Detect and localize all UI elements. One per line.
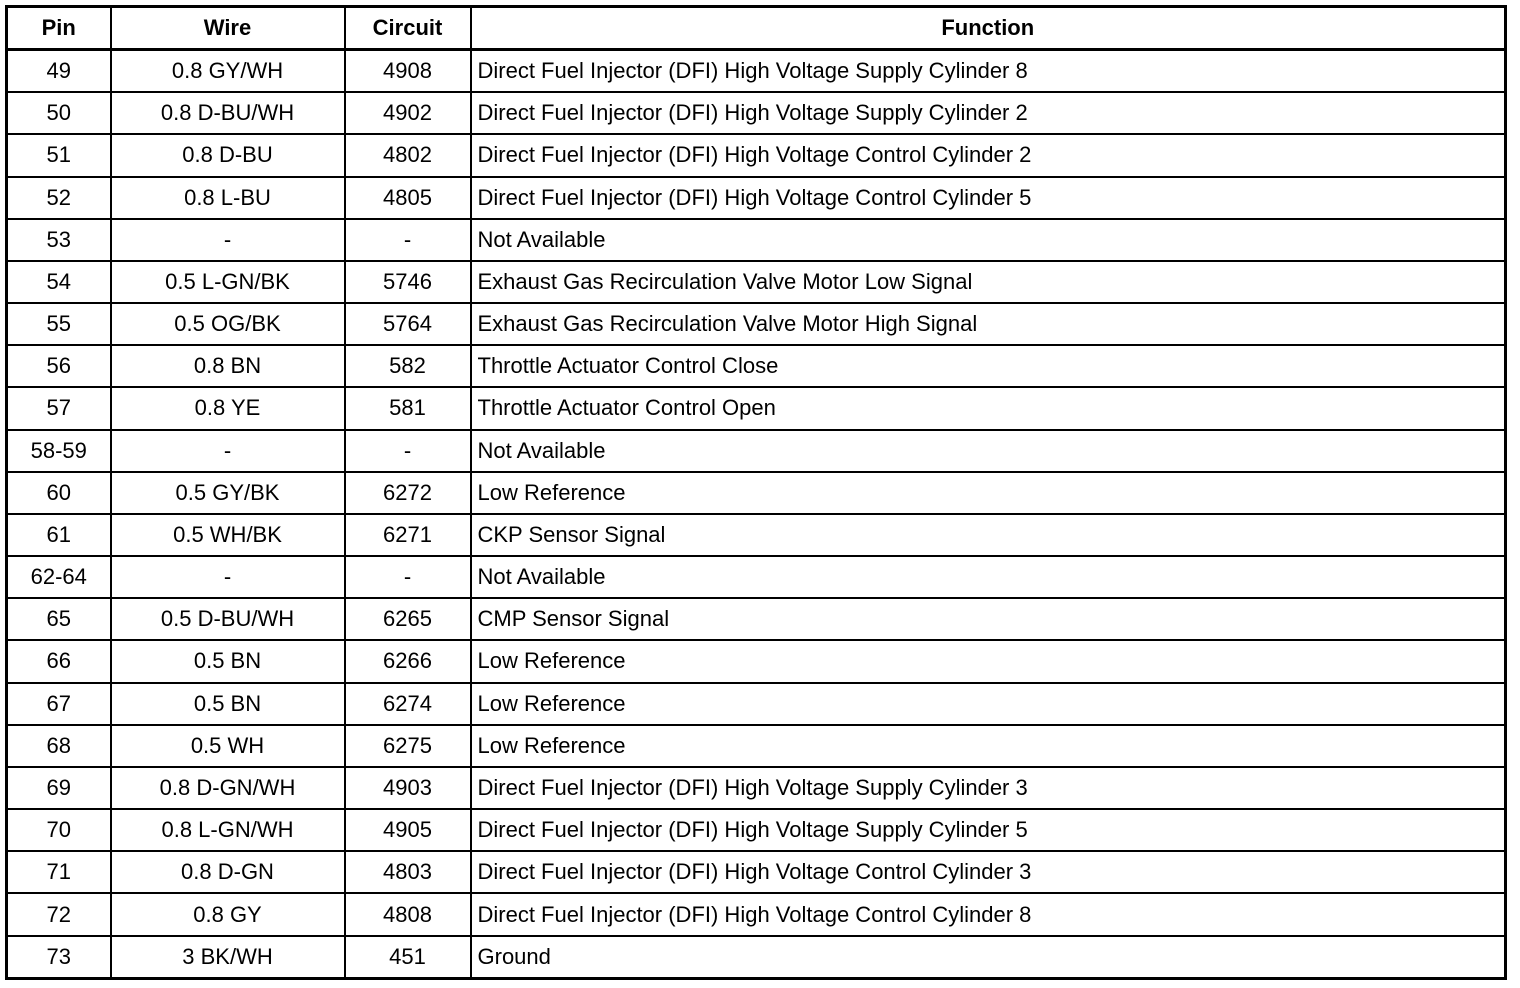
- function-cell: Ground: [471, 936, 1506, 979]
- table-row: [7, 936, 1506, 979]
- function-cell: Direct Fuel Injector (DFI) High Voltage Control Cylinder 8: [471, 893, 1506, 935]
- table-row: [7, 430, 1506, 472]
- header-wire: Wire: [111, 7, 345, 50]
- wire-cell: 0.8 GY: [111, 893, 345, 935]
- function-cell: Not Available: [471, 219, 1506, 261]
- pin-cell: 62-64: [7, 556, 111, 598]
- function-cell: CKP Sensor Signal: [471, 514, 1506, 556]
- pin-cell: 55: [7, 303, 111, 345]
- pin-cell: 50: [7, 92, 111, 134]
- table-row: [7, 219, 1506, 261]
- wire-cell: -: [111, 219, 345, 261]
- wire-cell: 3 BK/WH: [111, 936, 345, 979]
- wire-cell: -: [111, 430, 345, 472]
- wire-cell: 0.8 D-GN: [111, 851, 345, 893]
- table-row: [7, 809, 1506, 851]
- circuit-cell: 6266: [345, 640, 471, 682]
- function-cell: Direct Fuel Injector (DFI) High Voltage Supply Cylinder 2: [471, 92, 1506, 134]
- table-row: [7, 556, 1506, 598]
- table-row: [7, 177, 1506, 219]
- wire-cell: 0.8 YE: [111, 387, 345, 429]
- wire-cell: 0.5 WH/BK: [111, 514, 345, 556]
- pin-cell: 53: [7, 219, 111, 261]
- circuit-cell: 4902: [345, 92, 471, 134]
- header-pin: Pin: [7, 7, 111, 50]
- pin-cell: 51: [7, 134, 111, 176]
- pin-cell: 72: [7, 893, 111, 935]
- pin-cell: 66: [7, 640, 111, 682]
- table-row: [7, 345, 1506, 387]
- wire-cell: 0.8 GY/WH: [111, 50, 345, 93]
- wire-cell: 0.5 WH: [111, 725, 345, 767]
- circuit-cell: 582: [345, 345, 471, 387]
- circuit-cell: 4805: [345, 177, 471, 219]
- wire-cell: 0.8 BN: [111, 345, 345, 387]
- pin-cell: 54: [7, 261, 111, 303]
- circuit-cell: 6274: [345, 683, 471, 725]
- pin-cell: 70: [7, 809, 111, 851]
- circuit-cell: 6265: [345, 598, 471, 640]
- circuit-cell: 4903: [345, 767, 471, 809]
- table-row: [7, 50, 1506, 93]
- circuit-cell: 4803: [345, 851, 471, 893]
- function-cell: Direct Fuel Injector (DFI) High Voltage Supply Cylinder 5: [471, 809, 1506, 851]
- table-row: [7, 598, 1506, 640]
- wire-cell: 0.5 BN: [111, 640, 345, 682]
- pin-cell: 67: [7, 683, 111, 725]
- table-row: [7, 683, 1506, 725]
- circuit-cell: 4808: [345, 893, 471, 935]
- function-cell: Throttle Actuator Control Open: [471, 387, 1506, 429]
- circuit-cell: 6275: [345, 725, 471, 767]
- pin-cell: 65: [7, 598, 111, 640]
- circuit-cell: 4908: [345, 50, 471, 93]
- table-row: [7, 514, 1506, 556]
- wire-cell: 0.8 D-GN/WH: [111, 767, 345, 809]
- table-row: [7, 472, 1506, 514]
- function-cell: Direct Fuel Injector (DFI) High Voltage Control Cylinder 5: [471, 177, 1506, 219]
- pinout-table: [5, 5, 1507, 980]
- header-row: [7, 7, 1506, 50]
- table-row: [7, 134, 1506, 176]
- function-cell: Not Available: [471, 430, 1506, 472]
- table-header: [7, 7, 1506, 50]
- circuit-cell: 5764: [345, 303, 471, 345]
- circuit-cell: 6272: [345, 472, 471, 514]
- function-cell: Exhaust Gas Recirculation Valve Motor High Signal: [471, 303, 1506, 345]
- circuit-cell: -: [345, 219, 471, 261]
- wire-cell: 0.5 L-GN/BK: [111, 261, 345, 303]
- pin-cell: 58-59: [7, 430, 111, 472]
- pin-cell: 73: [7, 936, 111, 979]
- function-cell: CMP Sensor Signal: [471, 598, 1506, 640]
- function-cell: Low Reference: [471, 725, 1506, 767]
- table-row: [7, 851, 1506, 893]
- function-cell: Direct Fuel Injector (DFI) High Voltage Supply Cylinder 8: [471, 50, 1506, 93]
- function-cell: Direct Fuel Injector (DFI) High Voltage Control Cylinder 3: [471, 851, 1506, 893]
- pin-cell: 71: [7, 851, 111, 893]
- table-row: [7, 893, 1506, 935]
- connector-pinout-sheet: [5, 5, 1507, 980]
- wire-cell: 0.5 D-BU/WH: [111, 598, 345, 640]
- pin-cell: 52: [7, 177, 111, 219]
- table-row: [7, 387, 1506, 429]
- pin-cell: 61: [7, 514, 111, 556]
- wire-cell: 0.8 L-BU: [111, 177, 345, 219]
- circuit-cell: 4802: [345, 134, 471, 176]
- wire-cell: 0.5 BN: [111, 683, 345, 725]
- function-cell: Low Reference: [471, 472, 1506, 514]
- function-cell: Throttle Actuator Control Close: [471, 345, 1506, 387]
- circuit-cell: -: [345, 430, 471, 472]
- wire-cell: 0.8 D-BU: [111, 134, 345, 176]
- table-body: [7, 50, 1506, 979]
- circuit-cell: 581: [345, 387, 471, 429]
- function-cell: Exhaust Gas Recirculation Valve Motor Low Signal: [471, 261, 1506, 303]
- pin-cell: 49: [7, 50, 111, 93]
- circuit-cell: -: [345, 556, 471, 598]
- header-function: Function: [471, 7, 1506, 50]
- circuit-cell: 4905: [345, 809, 471, 851]
- function-cell: Direct Fuel Injector (DFI) High Voltage Control Cylinder 2: [471, 134, 1506, 176]
- function-cell: Direct Fuel Injector (DFI) High Voltage Supply Cylinder 3: [471, 767, 1506, 809]
- pin-cell: 56: [7, 345, 111, 387]
- wire-cell: 0.5 GY/BK: [111, 472, 345, 514]
- wire-cell: 0.8 D-BU/WH: [111, 92, 345, 134]
- table-row: [7, 92, 1506, 134]
- pin-cell: 68: [7, 725, 111, 767]
- function-cell: Not Available: [471, 556, 1506, 598]
- pin-cell: 69: [7, 767, 111, 809]
- wire-cell: -: [111, 556, 345, 598]
- table-row: [7, 767, 1506, 809]
- table-row: [7, 640, 1506, 682]
- circuit-cell: 451: [345, 936, 471, 979]
- pin-cell: 57: [7, 387, 111, 429]
- circuit-cell: 6271: [345, 514, 471, 556]
- table-row: [7, 303, 1506, 345]
- table-row: [7, 261, 1506, 303]
- circuit-cell: 5746: [345, 261, 471, 303]
- header-circuit: Circuit: [345, 7, 471, 50]
- wire-cell: 0.8 L-GN/WH: [111, 809, 345, 851]
- wire-cell: 0.5 OG/BK: [111, 303, 345, 345]
- function-cell: Low Reference: [471, 683, 1506, 725]
- function-cell: Low Reference: [471, 640, 1506, 682]
- pin-cell: 60: [7, 472, 111, 514]
- table-row: [7, 725, 1506, 767]
